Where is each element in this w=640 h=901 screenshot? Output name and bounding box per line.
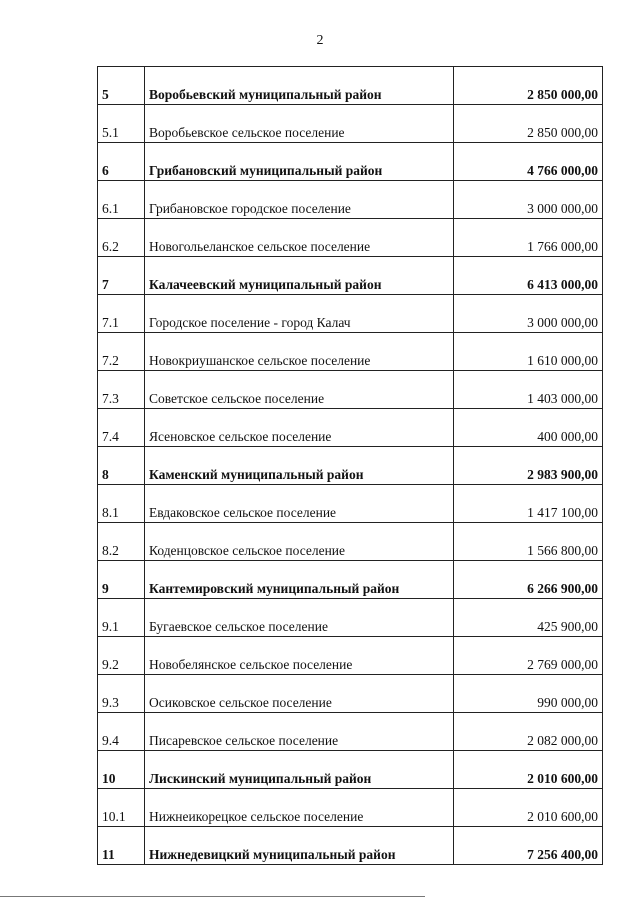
row-number-cell: 9.3: [98, 675, 145, 713]
row-number-cell: 8.2: [98, 523, 145, 561]
row-number-cell: 10.1: [98, 789, 145, 827]
row-name-cell: Коденцовское сельское поселение: [145, 523, 454, 561]
row-sum-cell: 990 000,00: [454, 675, 603, 713]
row-sum-cell: 3 000 000,00: [454, 295, 603, 333]
table-row-settlement: [98, 409, 603, 447]
row-number-cell: 7.2: [98, 333, 145, 371]
row-name-cell: Воробьевский муниципальный район: [145, 67, 454, 105]
row-name-cell: Калачеевский муниципальный район: [145, 257, 454, 295]
table-row-settlement: [98, 637, 603, 675]
row-name-cell: Каменский муниципальный район: [145, 447, 454, 485]
row-sum-cell: 6 413 000,00: [454, 257, 603, 295]
row-number-cell: 9.2: [98, 637, 145, 675]
row-sum-cell: 1 766 000,00: [454, 219, 603, 257]
row-sum-cell: 1 566 800,00: [454, 523, 603, 561]
row-number-cell: 9.1: [98, 599, 145, 637]
row-name-cell: Городское поселение - город Калач: [145, 295, 454, 333]
budget-table: [97, 66, 603, 865]
table-row-district: [98, 561, 603, 599]
table-row-district: [98, 447, 603, 485]
row-name-cell: Грибановский муниципальный район: [145, 143, 454, 181]
table-row-settlement: [98, 599, 603, 637]
table-row-district: [98, 67, 603, 105]
row-sum-cell: 4 766 000,00: [454, 143, 603, 181]
row-name-cell: Грибановское городское поселение: [145, 181, 454, 219]
row-number-cell: 9.4: [98, 713, 145, 751]
row-number-cell: 6.2: [98, 219, 145, 257]
row-number-cell: 6.1: [98, 181, 145, 219]
row-number-cell: 11: [98, 827, 145, 865]
table-row-settlement: [98, 371, 603, 409]
row-sum-cell: 1 610 000,00: [454, 333, 603, 371]
row-sum-cell: 2 850 000,00: [454, 67, 603, 105]
row-sum-cell: 1 417 100,00: [454, 485, 603, 523]
row-sum-cell: 2 010 600,00: [454, 789, 603, 827]
row-name-cell: Ясеновское сельское поселение: [145, 409, 454, 447]
row-number-cell: 5.1: [98, 105, 145, 143]
row-name-cell: Воробьевское сельское поселение: [145, 105, 454, 143]
row-number-cell: 8: [98, 447, 145, 485]
table-row-settlement: [98, 105, 603, 143]
row-name-cell: Евдаковское сельское поселение: [145, 485, 454, 523]
row-sum-cell: 2 769 000,00: [454, 637, 603, 675]
row-sum-cell: 3 000 000,00: [454, 181, 603, 219]
row-sum-cell: 2 850 000,00: [454, 105, 603, 143]
row-sum-cell: 2 082 000,00: [454, 713, 603, 751]
table-row-district: [98, 751, 603, 789]
row-name-cell: Осиковское сельское поселение: [145, 675, 454, 713]
table-row-settlement: [98, 713, 603, 751]
table-row-settlement: [98, 789, 603, 827]
row-number-cell: 6: [98, 143, 145, 181]
row-name-cell: Новокриушанское сельское поселение: [145, 333, 454, 371]
row-sum-cell: 1 403 000,00: [454, 371, 603, 409]
table-row-district: [98, 143, 603, 181]
table-row-settlement: [98, 181, 603, 219]
row-sum-cell: 425 900,00: [454, 599, 603, 637]
row-name-cell: Советское сельское поселение: [145, 371, 454, 409]
table-row-settlement: [98, 333, 603, 371]
table-row-district: [98, 827, 603, 865]
table-row-settlement: [98, 295, 603, 333]
row-sum-cell: 7 256 400,00: [454, 827, 603, 865]
row-name-cell: Новобелянское сельское поселение: [145, 637, 454, 675]
row-number-cell: 5: [98, 67, 145, 105]
row-name-cell: Лискинский муниципальный район: [145, 751, 454, 789]
table-row-settlement: [98, 523, 603, 561]
table-row-settlement: [98, 675, 603, 713]
row-sum-cell: 2 983 900,00: [454, 447, 603, 485]
row-number-cell: 7: [98, 257, 145, 295]
row-number-cell: 7.1: [98, 295, 145, 333]
table-body: [98, 67, 603, 865]
row-name-cell: Бугаевское сельское поселение: [145, 599, 454, 637]
bottom-rule: [0, 896, 425, 897]
row-sum-cell: 2 010 600,00: [454, 751, 603, 789]
row-name-cell: Кантемировский муниципальный район: [145, 561, 454, 599]
row-name-cell: Писаревское сельское поселение: [145, 713, 454, 751]
row-number-cell: 8.1: [98, 485, 145, 523]
row-name-cell: Нижнеикорецкое сельское поселение: [145, 789, 454, 827]
table-row-settlement: [98, 485, 603, 523]
row-sum-cell: 400 000,00: [454, 409, 603, 447]
row-name-cell: Новогольеланское сельское поселение: [145, 219, 454, 257]
row-number-cell: 7.4: [98, 409, 145, 447]
table-row-district: [98, 257, 603, 295]
row-number-cell: 9: [98, 561, 145, 599]
row-number-cell: 7.3: [98, 371, 145, 409]
page-number: 2: [316, 33, 324, 48]
row-name-cell: Нижнедевицкий муниципальный район: [145, 827, 454, 865]
row-number-cell: 10: [98, 751, 145, 789]
row-sum-cell: 6 266 900,00: [454, 561, 603, 599]
table-row-settlement: [98, 219, 603, 257]
